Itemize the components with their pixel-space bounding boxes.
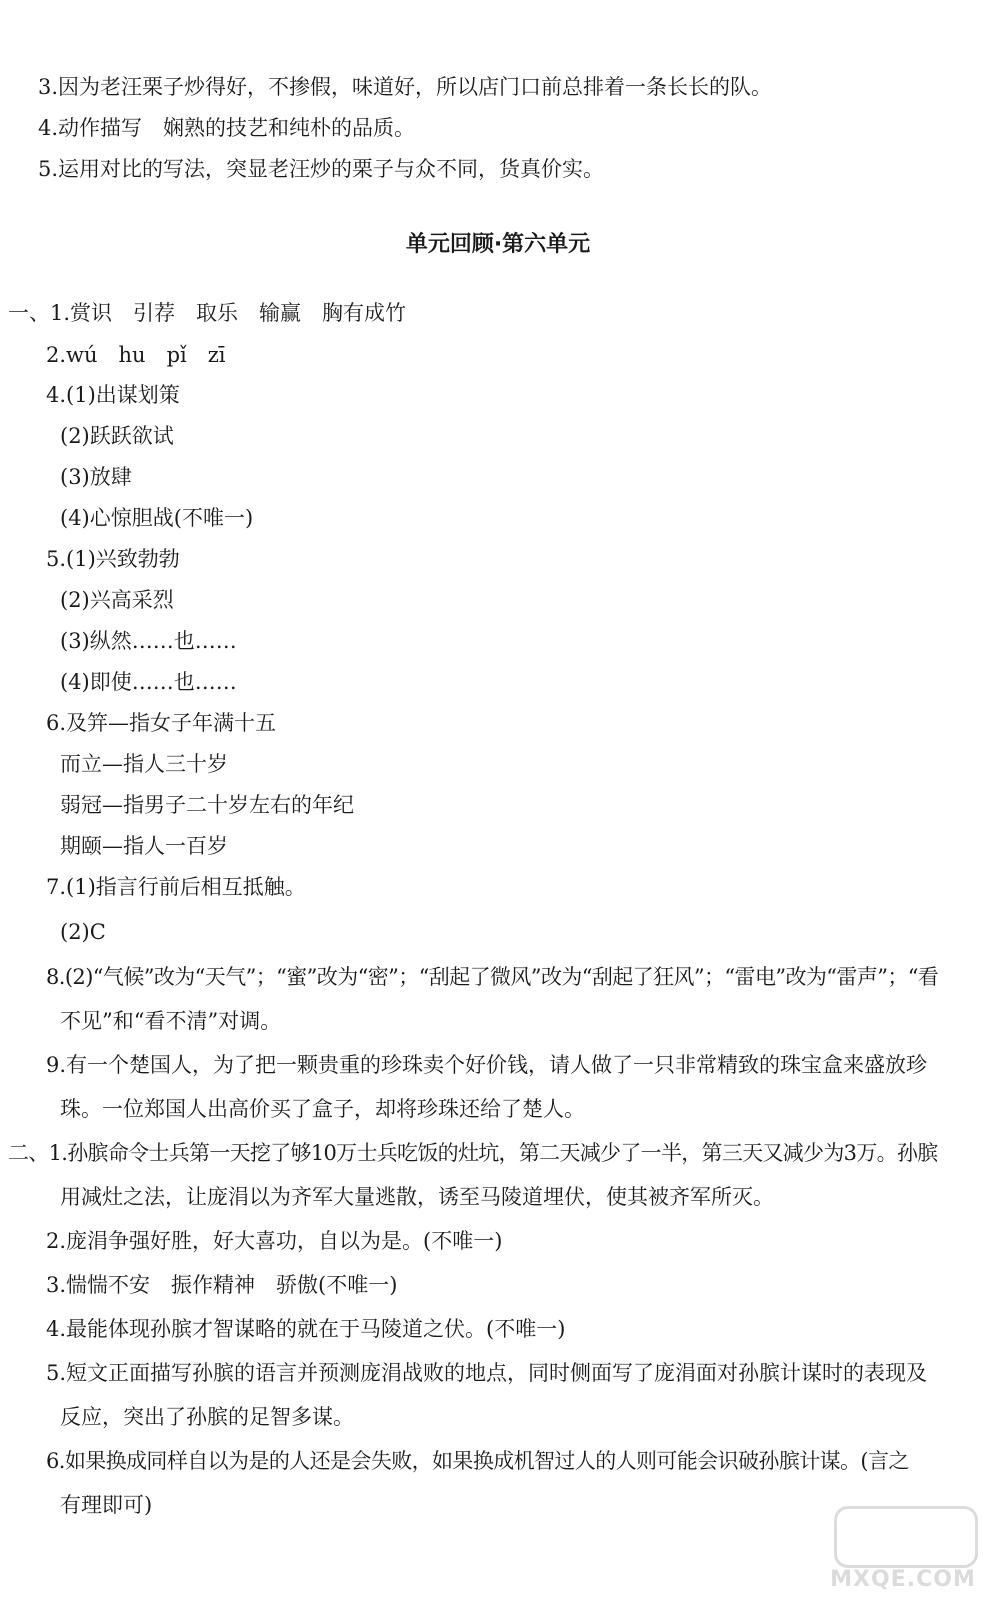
answer-line: 3.惴惴不安 振作精神 骄傲(不唯一) <box>46 1273 398 1297</box>
answer-line: 4.(1)出谋划策 <box>46 383 180 407</box>
answer-line: (2)兴高采烈 <box>60 588 174 612</box>
answer-line: 4.最能体现孙膑才智谋略的就在于马陵道之伏。(不唯一) <box>46 1317 566 1341</box>
watermark-badge-icon <box>834 1506 978 1568</box>
answer-line: 弱冠—指男子二十岁左右的年纪 <box>60 793 354 817</box>
answer-line: 7.(1)指言行前后相互抵触。 <box>46 875 306 899</box>
answer-line: 6.及笄—指女子年满十五 <box>46 711 277 735</box>
answer-line: 5.运用对比的写法，突显老汪炒的栗子与众不同，货真价实。 <box>38 157 605 181</box>
answer-line: 一、1.赏识 引荐 取乐 输赢 胸有成竹 <box>8 301 407 325</box>
watermark-text: MXQE.COM <box>830 1567 976 1592</box>
answer-line: 二、1.孙膑命令士兵第一天挖了够10万士兵吃饭的灶坑，第二天减少了一半，第三天又减少为3万。孙膑 <box>8 1141 938 1165</box>
answer-line: (2)跃跃欲试 <box>60 424 174 448</box>
answer-line: 期颐—指人一百岁 <box>60 834 228 858</box>
answer-line: 珠。一位郑国人出高价买了盒子，却将珍珠还给了楚人。 <box>60 1097 585 1121</box>
answer-line: 5.(1)兴致勃勃 <box>46 547 180 571</box>
section-title: 单元回顾·第六单元 <box>405 232 591 257</box>
answer-line: 6.如果换成同样自以为是的人还是会失败，如果换成机智过人的人则可能会识破孙膑计谋。(言之 <box>46 1449 909 1473</box>
answer-line: 用减灶之法，让庞涓以为齐军大量逃散，诱至马陵道埋伏，使其被齐军所灭。 <box>60 1185 774 1209</box>
answer-line: 2.庞涓争强好胜，好大喜功，自以为是。(不唯一) <box>46 1229 503 1253</box>
answer-line: (4)即使……也…… <box>60 670 237 694</box>
watermark-logo <box>828 1506 978 1596</box>
answer-line: 2.wú hu pǐ zī <box>46 343 226 367</box>
answer-line: (3)纵然……也…… <box>60 629 237 653</box>
answer-line: 5.短文正面描写孙膑的语言并预测庞涓战败的地点，同时侧面写了庞涓面对孙膑计谋时的表现及 <box>46 1361 928 1385</box>
answer-line: 8.(2)“气候”改为“天气”；“蜜”改为“密”；“刮起了微风”改为“刮起了狂风”；“雷电”改为“雷声”；“看 <box>46 965 939 989</box>
answer-line: 9.有一个楚国人，为了把一颗贵重的珍珠卖个好价钱，请人做了一只非常精致的珠宝盒来盛放珍 <box>46 1053 928 1077</box>
answer-line: 3.因为老汪栗子炒得好，不掺假，味道好，所以店门口前总排着一条长长的队。 <box>38 75 773 99</box>
answer-line: 反应，突出了孙膑的足智多谋。 <box>60 1405 354 1429</box>
answer-line: 不见”和“看不清”对调。 <box>60 1009 282 1033</box>
answer-line: 有理即可) <box>60 1493 153 1517</box>
answer-line: (2)C <box>60 920 106 944</box>
answer-line: 4.动作描写 娴熟的技艺和纯朴的品质。 <box>38 116 416 140</box>
answer-line: (3)放肆 <box>60 465 132 489</box>
answer-line: (4)心惊胆战(不唯一) <box>60 506 254 530</box>
answer-line: 而立—指人三十岁 <box>60 752 228 776</box>
